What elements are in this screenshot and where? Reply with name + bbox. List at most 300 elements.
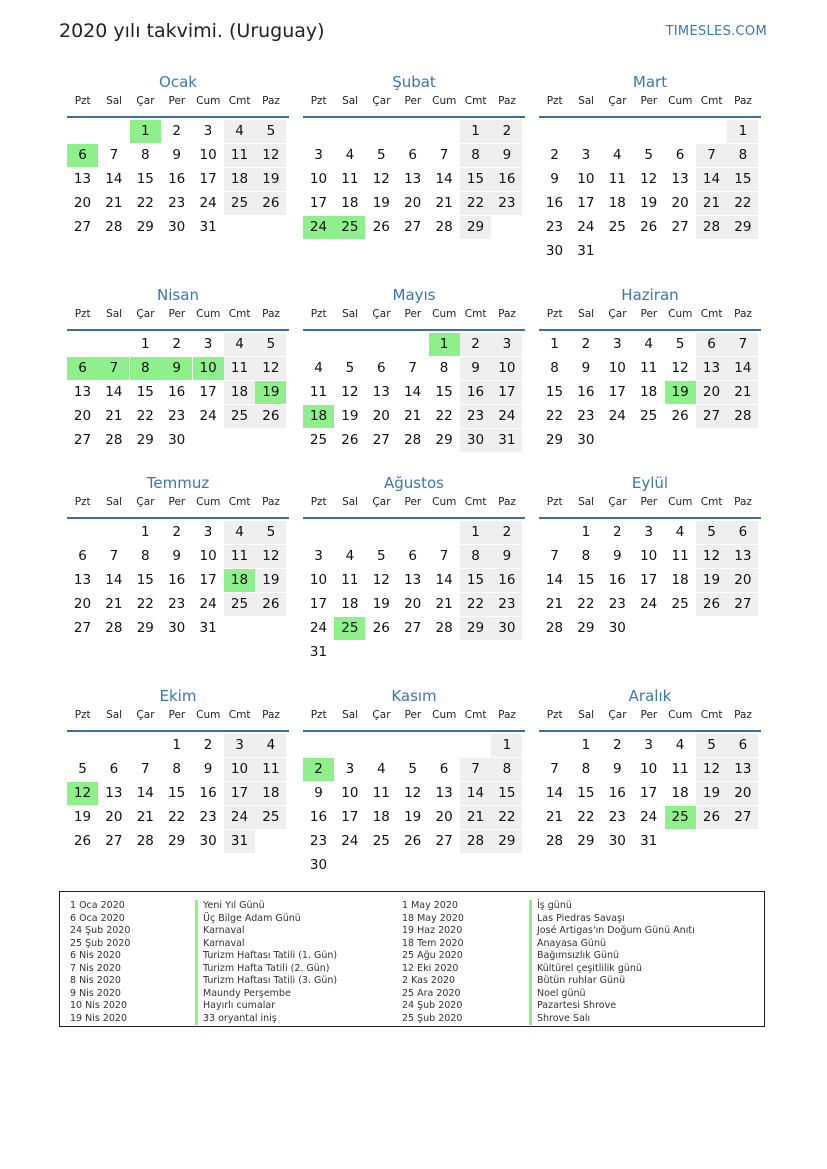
holiday-date: 10 Nis 2020 — [70, 1000, 127, 1011]
legend-names-left — [195, 900, 337, 1025]
day-cell: 17 — [199, 572, 217, 588]
weekday-label: Pzt — [546, 308, 563, 320]
day-cell: 28 — [696, 216, 727, 239]
weekday-label: Cmt — [464, 709, 487, 721]
day-cell: 18 — [255, 782, 286, 805]
day-cell: 13 — [696, 357, 727, 380]
holiday-name: Turizm Haftası Tatili (1. Gün) — [195, 950, 337, 963]
holiday-day-cell: 1 — [429, 333, 460, 356]
weekday-label: Çar — [608, 496, 627, 508]
month-block — [539, 72, 761, 264]
weekday-label: Sal — [578, 709, 595, 721]
day-cell: 25 — [255, 806, 286, 829]
day-cell: 5 — [377, 548, 386, 564]
holiday-name: Turizm Haftası Tatili (3. Gün) — [195, 975, 337, 988]
day-cell: 8 — [460, 545, 491, 568]
day-cell: 1 — [460, 521, 491, 544]
weekday-label: Çar — [136, 709, 155, 721]
weekday-label: Paz — [498, 709, 516, 721]
day-cell: 13 — [435, 785, 453, 801]
days-grid — [539, 732, 761, 878]
day-cell: 19 — [372, 195, 390, 211]
days-grid — [67, 118, 289, 264]
day-cell: 18 — [341, 596, 359, 612]
day-cell: 19 — [372, 596, 390, 612]
day-cell: 31 — [491, 429, 522, 452]
day-cell: 24 — [199, 408, 217, 424]
day-cell: 26 — [640, 219, 658, 235]
weekday-label: Cmt — [464, 496, 487, 508]
day-cell: 27 — [727, 593, 758, 616]
day-cell: 26 — [696, 806, 727, 829]
day-cell: 28 — [435, 219, 453, 235]
day-cell: 31 — [309, 644, 328, 660]
day-cell: 1 — [141, 524, 150, 540]
weekday-label: Pzt — [74, 496, 91, 508]
day-cell: 17 — [640, 572, 658, 588]
day-cell: 28 — [727, 405, 758, 428]
weekday-label: Sal — [106, 709, 123, 721]
weekday-header — [539, 307, 761, 331]
day-cell: 15 — [727, 168, 758, 191]
day-cell: 20 — [727, 569, 758, 592]
day-cell: 5 — [255, 120, 286, 143]
day-cell: 17 — [491, 381, 522, 404]
day-cell: 1 — [550, 336, 559, 352]
day-cell: 3 — [581, 147, 591, 163]
holiday-day-cell: 7 — [98, 357, 129, 380]
day-cell: 6 — [408, 147, 417, 163]
weekday-label: Paz — [734, 496, 752, 508]
weekday-label: Pzt — [546, 709, 563, 721]
day-cell: 4 — [224, 521, 255, 544]
weekday-label: Per — [640, 308, 658, 320]
weekday-label: Cum — [668, 709, 693, 721]
day-cell: 2 — [613, 524, 622, 540]
days-grid — [303, 519, 525, 665]
day-cell: 14 — [435, 171, 453, 187]
day-cell: 7 — [696, 144, 727, 167]
weekday-label: Pzt — [74, 95, 91, 107]
day-cell: 11 — [671, 548, 689, 564]
day-cell: 27 — [73, 219, 92, 235]
weekday-header — [303, 94, 525, 118]
holiday-day-cell: 8 — [130, 357, 161, 380]
holiday-name: Yeni Yıl Günü — [195, 900, 337, 913]
day-cell: 4 — [255, 734, 286, 757]
day-cell: 3 — [314, 147, 323, 163]
weekday-label: Pzt — [74, 709, 91, 721]
day-cell: 17 — [309, 195, 328, 211]
day-cell: 7 — [550, 761, 559, 777]
weekday-label: Paz — [498, 95, 516, 107]
day-cell: 3 — [224, 734, 255, 757]
day-cell: 20 — [73, 408, 92, 424]
day-cell: 19 — [73, 809, 92, 825]
weekday-label: Per — [404, 308, 422, 320]
day-cell: 14 — [404, 384, 422, 400]
days-grid — [67, 519, 289, 665]
day-cell: 18 — [341, 195, 359, 211]
day-cell: 30 — [577, 432, 595, 448]
day-cell: 30 — [608, 620, 626, 636]
weekday-label: Sal — [106, 496, 123, 508]
day-cell: 8 — [141, 147, 150, 163]
page-title: 2020 yılı takvimi. (Uruguay) — [59, 20, 325, 42]
day-cell: 6 — [675, 147, 685, 163]
day-cell: 22 — [168, 809, 186, 825]
month-block — [67, 686, 289, 878]
holiday-date: 6 Nis 2020 — [70, 950, 121, 961]
day-cell: 24 — [577, 219, 595, 235]
weekday-header — [67, 94, 289, 118]
day-cell: 22 — [136, 596, 154, 612]
day-cell: 5 — [696, 521, 727, 544]
day-cell: 9 — [613, 548, 622, 564]
day-cell: 28 — [136, 833, 154, 849]
holiday-day-cell: 1 — [130, 120, 161, 143]
day-cell: 31 — [640, 833, 658, 849]
day-cell: 10 — [640, 761, 658, 777]
day-cell: 29 — [727, 216, 758, 239]
day-cell: 15 — [577, 572, 595, 588]
weekday-label: Çar — [136, 308, 155, 320]
day-cell: 14 — [105, 572, 123, 588]
day-cell: 25 — [608, 219, 626, 235]
day-cell: 15 — [435, 384, 453, 400]
day-cell: 14 — [435, 572, 453, 588]
day-cell: 8 — [727, 144, 758, 167]
day-cell: 16 — [491, 168, 522, 191]
weekday-label: Cum — [432, 709, 457, 721]
day-cell: 15 — [460, 569, 491, 592]
day-cell: 29 — [435, 432, 453, 448]
holiday-date: 8 Nis 2020 — [70, 975, 121, 986]
month-name: Mart — [632, 73, 668, 91]
day-cell: 29 — [577, 620, 595, 636]
day-cell: 21 — [460, 806, 491, 829]
day-cell: 25 — [224, 192, 255, 215]
day-cell: 14 — [105, 171, 123, 187]
day-cell: 28 — [545, 620, 564, 636]
holiday-day-cell: 19 — [665, 381, 696, 404]
day-cell: 20 — [435, 809, 453, 825]
day-cell: 28 — [545, 833, 564, 849]
days-grid — [539, 331, 761, 477]
day-cell: 11 — [255, 758, 286, 781]
weekday-label: Pzt — [310, 95, 327, 107]
days-grid — [539, 118, 761, 264]
holiday-date: 19 Nis 2020 — [70, 1012, 127, 1024]
day-cell: 3 — [203, 524, 213, 540]
day-cell: 15 — [577, 785, 595, 801]
weekday-label: Sal — [342, 496, 359, 508]
day-cell: 14 — [696, 168, 727, 191]
day-cell: 18 — [224, 381, 255, 404]
weekday-label: Cmt — [228, 496, 251, 508]
day-cell: 25 — [671, 596, 689, 612]
day-cell: 4 — [345, 147, 355, 163]
day-cell: 23 — [309, 833, 328, 849]
day-cell: 12 — [671, 360, 689, 376]
weekday-label: Sal — [106, 95, 123, 107]
month-name: Temmuz — [146, 474, 210, 492]
holiday-day-cell: 2 — [303, 758, 334, 781]
day-cell: 23 — [608, 596, 626, 612]
weekday-label: Per — [168, 496, 186, 508]
day-cell: 9 — [460, 357, 491, 380]
day-cell: 20 — [404, 596, 422, 612]
day-cell: 19 — [255, 569, 286, 592]
day-cell: 23 — [168, 408, 186, 424]
day-cell: 27 — [671, 219, 689, 235]
day-cell: 10 — [199, 147, 217, 163]
day-cell: 14 — [545, 785, 564, 801]
month-block — [303, 72, 525, 264]
month-block — [539, 285, 761, 477]
month-name: Nisan — [157, 286, 199, 304]
day-cell: 10 — [577, 171, 595, 187]
holiday-name: Anayasa Günü — [529, 938, 695, 951]
holiday-name: José Artigas'ın Doğum Günü Anıtı — [529, 925, 695, 938]
day-cell: 15 — [136, 384, 154, 400]
day-cell: 3 — [314, 548, 323, 564]
weekday-label: Pzt — [546, 496, 563, 508]
day-cell: 15 — [136, 572, 154, 588]
legend-dates-right — [402, 900, 464, 1025]
day-cell: 23 — [460, 405, 491, 428]
day-cell: 11 — [372, 785, 390, 801]
day-cell: 8 — [581, 761, 591, 777]
weekday-label: Pzt — [74, 308, 91, 320]
weekday-label: Pzt — [310, 496, 327, 508]
day-cell: 28 — [435, 620, 453, 636]
weekday-label: Paz — [498, 496, 516, 508]
day-cell: 16 — [608, 572, 626, 588]
weekday-label: Per — [404, 496, 422, 508]
weekday-label: Paz — [262, 95, 280, 107]
holiday-name: Maundy Perşembe — [195, 988, 337, 1001]
month-name: Ekim — [159, 687, 197, 705]
weekday-label: Per — [640, 95, 658, 107]
holiday-legend — [59, 891, 765, 1027]
day-cell: 28 — [105, 219, 123, 235]
day-cell: 12 — [696, 758, 727, 781]
day-cell: 29 — [136, 432, 154, 448]
weekday-label: Sal — [342, 95, 359, 107]
day-cell: 13 — [404, 572, 422, 588]
day-cell: 23 — [168, 596, 186, 612]
day-cell: 19 — [696, 782, 727, 805]
holiday-date: 9 Nis 2020 — [70, 987, 121, 999]
weekday-label: Cum — [668, 95, 693, 107]
day-cell: 17 — [640, 785, 658, 801]
day-cell: 4 — [224, 333, 255, 356]
day-cell: 30 — [545, 243, 564, 259]
day-cell: 11 — [224, 144, 255, 167]
day-cell: 12 — [255, 545, 286, 568]
day-cell: 8 — [439, 360, 449, 376]
day-cell: 24 — [640, 596, 658, 612]
holiday-name: İş günü — [529, 900, 695, 913]
weekday-label: Cmt — [700, 95, 723, 107]
day-cell: 6 — [727, 734, 758, 757]
weekday-label: Çar — [136, 95, 155, 107]
day-cell: 30 — [460, 429, 491, 452]
day-cell: 21 — [545, 809, 564, 825]
day-cell: 2 — [172, 123, 181, 139]
month-block — [67, 72, 289, 264]
day-cell: 26 — [73, 833, 92, 849]
day-cell: 15 — [545, 384, 564, 400]
day-cell: 24 — [224, 806, 255, 829]
day-cell: 11 — [309, 384, 328, 400]
day-cell: 1 — [581, 737, 591, 753]
day-cell: 7 — [550, 548, 559, 564]
day-cell: 2 — [491, 120, 522, 143]
day-cell: 29 — [136, 620, 154, 636]
day-cell: 13 — [73, 572, 92, 588]
day-cell: 21 — [105, 408, 123, 424]
day-cell: 8 — [491, 758, 522, 781]
day-cell: 6 — [78, 548, 87, 564]
day-cell: 30 — [491, 617, 522, 640]
holiday-name: Turizm Hafta Tatili (2. Gün) — [195, 963, 337, 976]
day-cell: 22 — [727, 192, 758, 215]
day-cell: 4 — [613, 147, 622, 163]
days-grid — [303, 331, 525, 477]
day-cell: 7 — [141, 761, 150, 777]
holiday-day-cell: 6 — [67, 357, 98, 380]
day-cell: 23 — [545, 219, 564, 235]
weekday-label: Paz — [262, 308, 280, 320]
day-cell: 1 — [460, 120, 491, 143]
weekday-label: Cum — [196, 496, 221, 508]
weekday-header — [539, 94, 761, 118]
weekday-label: Çar — [372, 308, 391, 320]
weekday-label: Cum — [196, 709, 221, 721]
weekday-header — [303, 307, 525, 331]
day-cell: 9 — [203, 761, 213, 777]
day-cell: 13 — [73, 171, 92, 187]
day-cell: 18 — [671, 572, 689, 588]
day-cell: 4 — [314, 360, 323, 376]
month-name: Ocak — [159, 73, 197, 91]
holiday-date: 25 Ara 2020 — [402, 987, 461, 999]
weekday-label: Sal — [342, 308, 359, 320]
month-block — [67, 285, 289, 477]
day-cell: 26 — [404, 833, 422, 849]
day-cell: 18 — [372, 809, 390, 825]
weekday-label: Çar — [608, 95, 627, 107]
day-cell: 30 — [168, 620, 186, 636]
day-cell: 22 — [577, 809, 595, 825]
day-cell: 5 — [696, 734, 727, 757]
day-cell: 4 — [224, 120, 255, 143]
day-cell: 27 — [727, 806, 758, 829]
day-cell: 19 — [640, 195, 658, 211]
day-cell: 9 — [491, 545, 522, 568]
day-cell: 29 — [491, 830, 522, 853]
weekday-label: Pzt — [546, 95, 563, 107]
day-cell: 6 — [727, 521, 758, 544]
day-cell: 16 — [577, 384, 595, 400]
day-cell: 4 — [675, 524, 685, 540]
holiday-name: Bütün ruhlar Günü — [529, 975, 695, 988]
day-cell: 27 — [696, 405, 727, 428]
day-cell: 7 — [109, 147, 119, 163]
month-block — [67, 473, 289, 665]
holiday-name: Karnaval — [195, 925, 337, 938]
day-cell: 24 — [199, 195, 217, 211]
day-cell: 3 — [613, 336, 622, 352]
holiday-day-cell: 25 — [334, 216, 365, 239]
brand-logo[interactable]: TIMESLES.COM — [665, 24, 767, 39]
day-cell: 22 — [136, 408, 154, 424]
day-cell: 20 — [105, 809, 123, 825]
weekday-label: Cum — [196, 308, 221, 320]
month-block — [303, 473, 525, 665]
weekday-label: Sal — [578, 496, 595, 508]
day-cell: 29 — [168, 833, 186, 849]
day-cell: 21 — [105, 596, 123, 612]
day-cell: 24 — [491, 405, 522, 428]
day-cell: 7 — [439, 548, 449, 564]
day-cell: 27 — [372, 432, 390, 448]
weekday-label: Paz — [734, 95, 752, 107]
day-cell: 28 — [105, 432, 123, 448]
day-cell: 8 — [172, 761, 181, 777]
holiday-day-cell: 18 — [303, 405, 334, 428]
holiday-date: 18 May 2020 — [402, 912, 464, 924]
day-cell: 27 — [404, 620, 422, 636]
day-cell: 16 — [168, 384, 186, 400]
holiday-date: 1 Oca 2020 — [70, 900, 125, 911]
day-cell: 21 — [545, 596, 564, 612]
day-cell: 21 — [696, 192, 727, 215]
day-cell: 11 — [671, 761, 689, 777]
weekday-label: Cum — [432, 496, 457, 508]
weekday-label: Çar — [136, 496, 155, 508]
day-cell: 2 — [581, 336, 591, 352]
day-cell: 30 — [168, 432, 186, 448]
day-cell: 24 — [608, 408, 626, 424]
day-cell: 28 — [105, 620, 123, 636]
day-cell: 17 — [577, 195, 595, 211]
day-cell: 20 — [404, 195, 422, 211]
weekday-label: Pzt — [310, 709, 327, 721]
day-cell: 13 — [73, 384, 92, 400]
day-cell: 4 — [377, 761, 386, 777]
day-cell: 25 — [224, 405, 255, 428]
weekday-label: Sal — [578, 95, 595, 107]
day-cell: 26 — [255, 405, 286, 428]
weekday-header — [67, 708, 289, 732]
holiday-day-cell: 18 — [224, 569, 255, 592]
day-cell: 6 — [696, 333, 727, 356]
day-cell: 2 — [172, 336, 181, 352]
weekday-label: Cmt — [700, 308, 723, 320]
days-grid — [67, 331, 289, 477]
day-cell: 13 — [404, 171, 422, 187]
day-cell: 24 — [341, 833, 359, 849]
weekday-label: Çar — [372, 95, 391, 107]
day-cell: 13 — [671, 171, 689, 187]
day-cell: 23 — [199, 809, 217, 825]
day-cell: 20 — [73, 195, 92, 211]
day-cell: 15 — [136, 171, 154, 187]
weekday-label: Per — [168, 709, 186, 721]
